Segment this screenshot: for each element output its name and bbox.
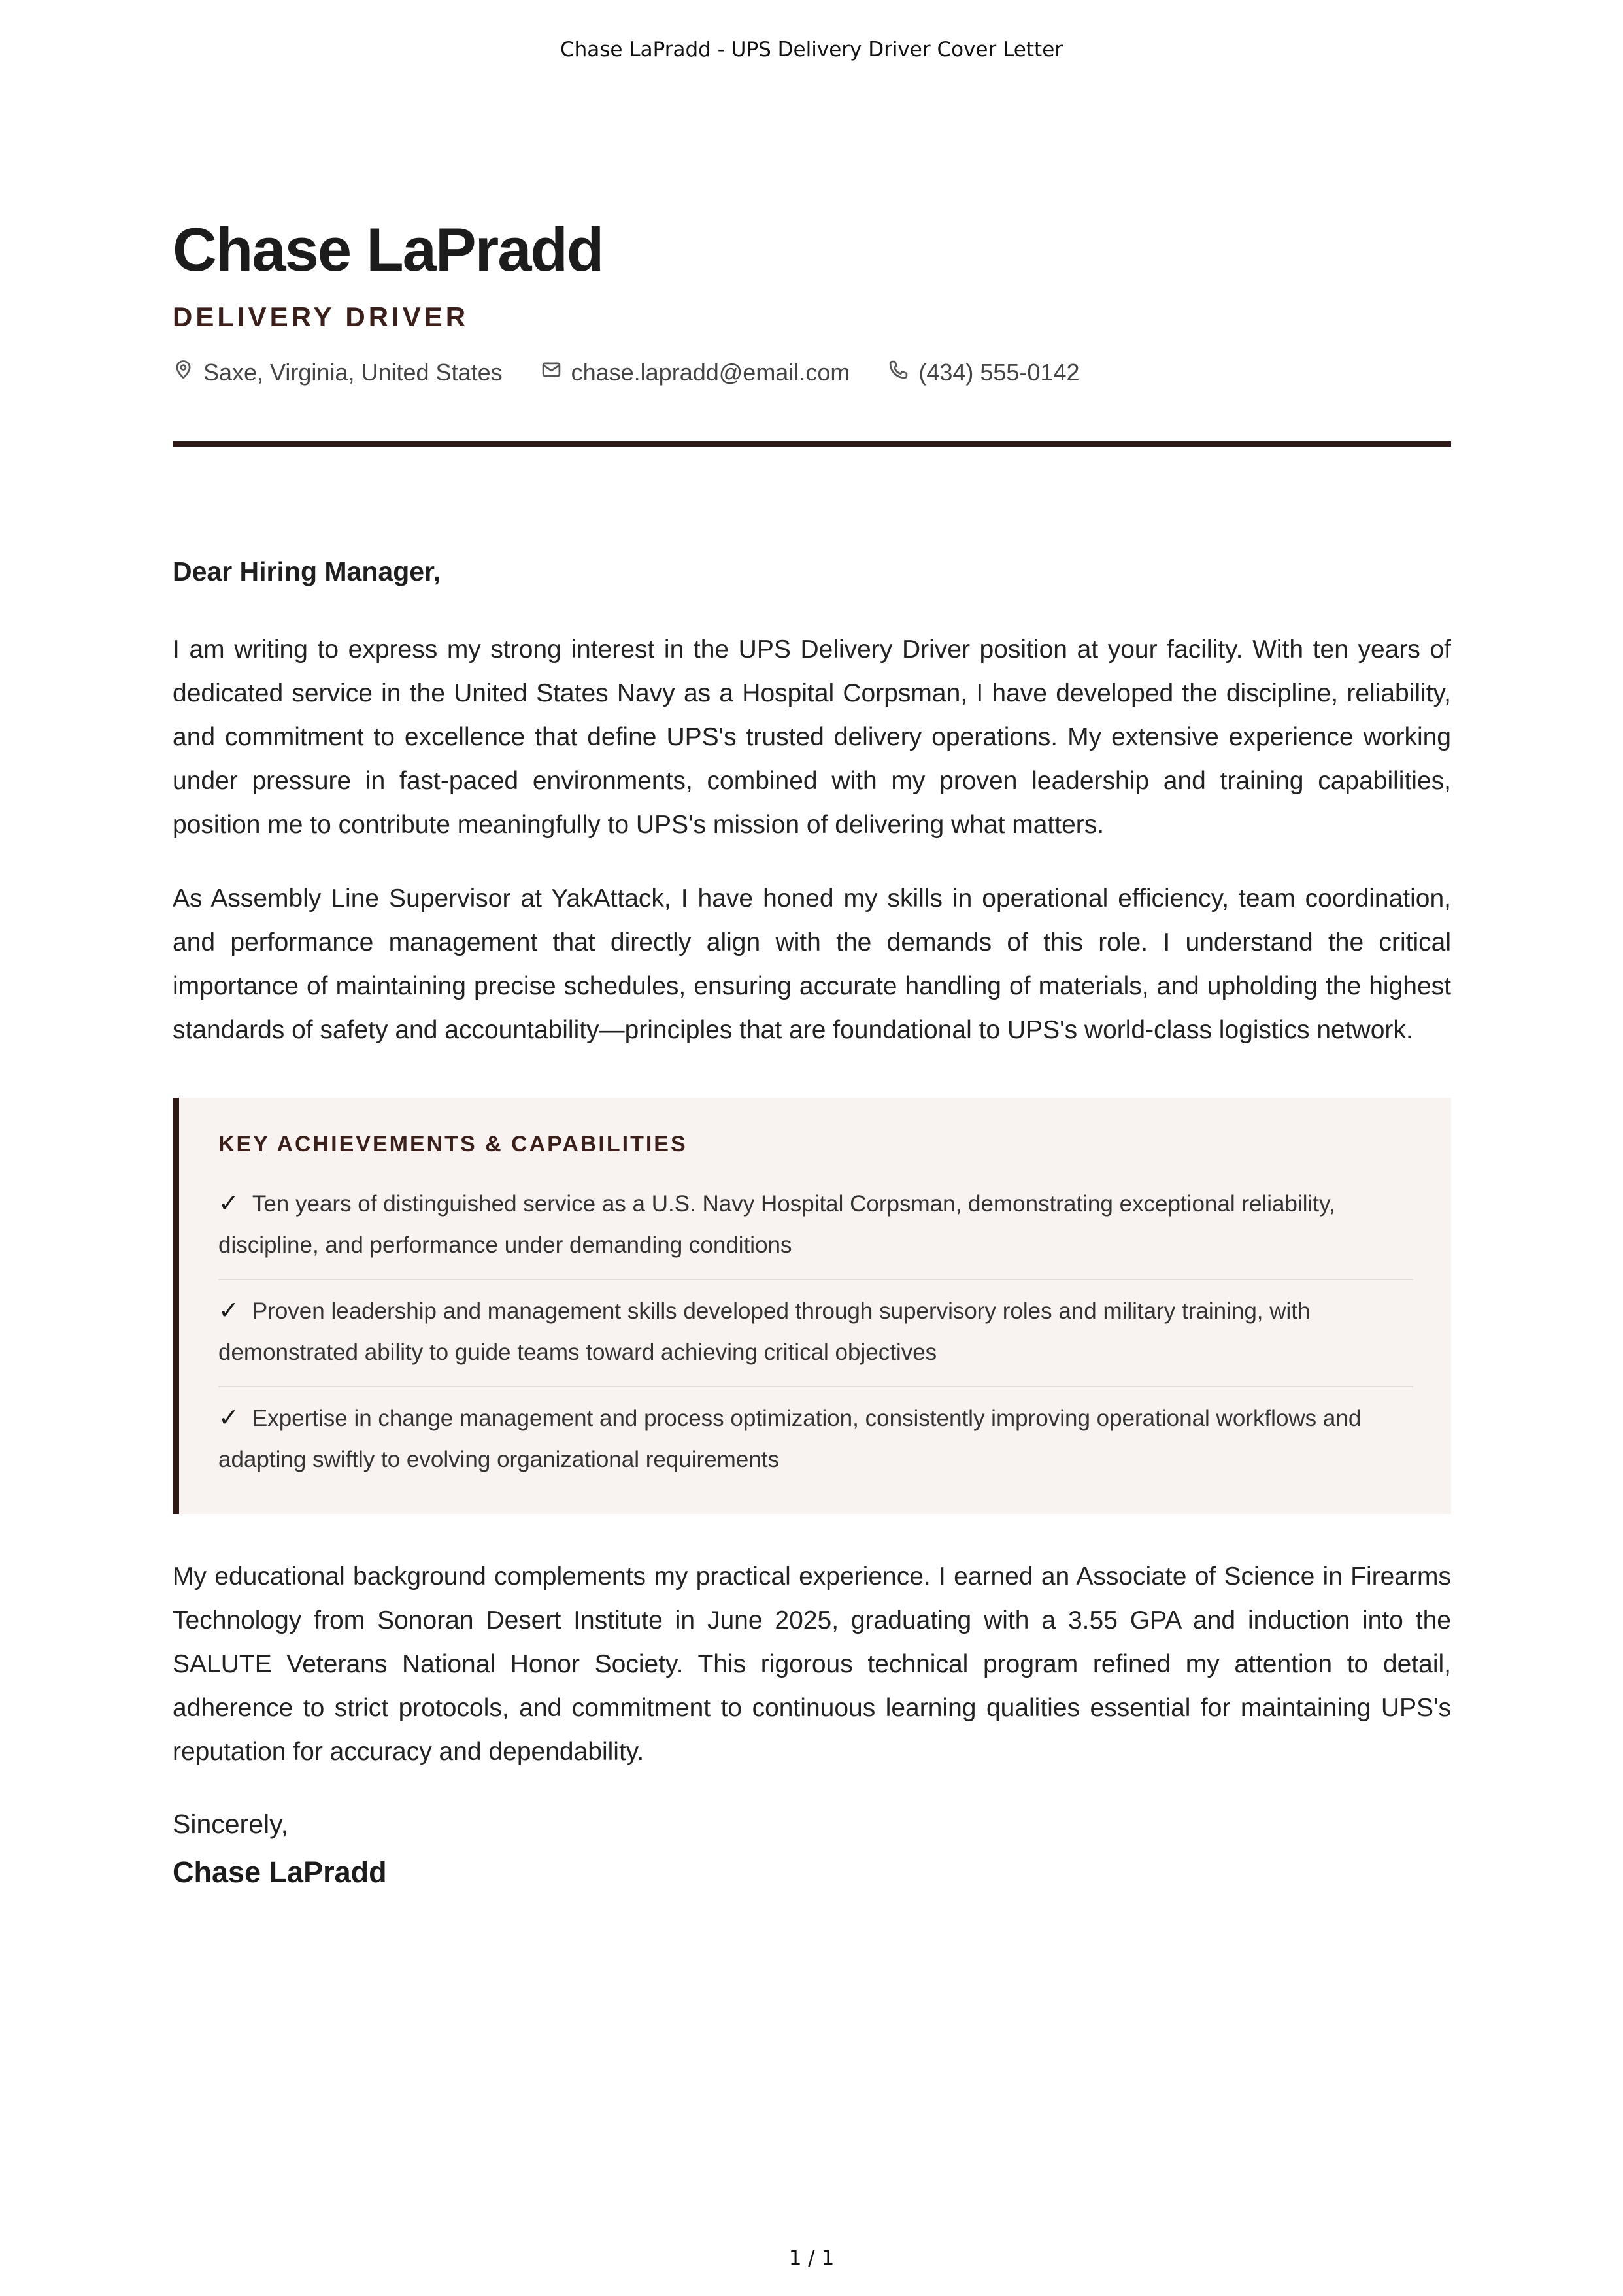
achievement-text: Ten years of distinguished service as a U.S. Navy Hospital Corpsman, demonstrating exceptional reliability, discipline, and performance under demanding conditions	[218, 1191, 1335, 1258]
checkmark-icon: ✓	[218, 1404, 239, 1432]
contact-email	[541, 359, 850, 386]
achievements-list	[218, 1183, 1413, 1480]
contact-phone	[888, 359, 1079, 386]
achievements-callout	[173, 1098, 1451, 1514]
email-text: chase.lapradd@email.com	[571, 359, 850, 386]
closing-phrase: Sincerely,	[173, 1809, 288, 1840]
cover-letter-page	[173, 216, 1451, 1889]
applicant-name: Chase LaPradd	[173, 215, 603, 284]
phone-text: (434) 555-0142	[918, 359, 1080, 386]
checkmark-icon: ✓	[218, 1190, 239, 1218]
body-paragraph-3: My educational background complements my practical experience. I earned an Associate of Science in Firearms Technology from Sonoran Desert Institute in June 2025, graduating with a 3.55 GPA and induction into the SALUTE Veterans National Honor Society. This rigorous technical program refined my attention to detail, adherence to strict protocols, and commitment to continuous learning qualities essential for maintaining UPS's reputation for accuracy and dependability.	[173, 1562, 1451, 1766]
location-text: Saxe, Virginia, United States	[203, 359, 503, 386]
achievement-item	[218, 1387, 1413, 1480]
contact-location	[173, 359, 503, 386]
print-header-title: Chase LaPradd - UPS Delivery Driver Cover Letter	[560, 38, 1063, 61]
job-role: DELIVERY DRIVER	[173, 301, 469, 333]
achievement-item	[218, 1280, 1413, 1387]
body-paragraph-1: I am writing to express my strong interest in the UPS Delivery Driver position at your facility. With ten years of dedicated service in the United States Navy as a Hospital Corpsman, I have developed the discipline, reliability, and commitment to excellence that define UPS's trusted delivery operations. My extensive experience working under pressure in fast-paced environments, combined with my proven leadership and training capabilities, position me to contribute meaningfully to UPS's mission of delivering what matters.	[173, 635, 1451, 839]
achievements-title: KEY ACHIEVEMENTS & CAPABILITIES	[218, 1132, 688, 1157]
page-number: 1 / 1	[788, 2246, 835, 2270]
achievement-text: Expertise in change management and process optimization, consistently improving operational workflows and adapting swiftly to evolving organizational requirements	[218, 1406, 1362, 1473]
body-paragraph-2: As Assembly Line Supervisor at YakAttack, I have honed my skills in operational efficiency, team coordination, and performance management that directly align with the demands of this role. I understand the critical importance of maintaining precise schedules, ensuring accurate handling of materials, and upholding the highest standards of safety and accountability—principles that are foundational to UPS's world-class logistics network.	[173, 885, 1451, 1045]
mail-icon	[541, 359, 562, 386]
signature-name: Chase LaPradd	[173, 1855, 387, 1889]
checkmark-icon: ✓	[218, 1297, 239, 1325]
header-divider	[173, 441, 1451, 447]
location-pin-icon	[173, 359, 194, 386]
phone-icon	[888, 359, 909, 386]
salutation: Dear Hiring Manager,	[173, 556, 441, 587]
achievement-text: Proven leadership and management skills developed through supervisory roles and military training, with demonstrated ability to guide teams toward achieving critical objectives	[218, 1298, 1311, 1366]
achievement-item	[218, 1183, 1413, 1280]
contact-row	[173, 359, 1451, 386]
